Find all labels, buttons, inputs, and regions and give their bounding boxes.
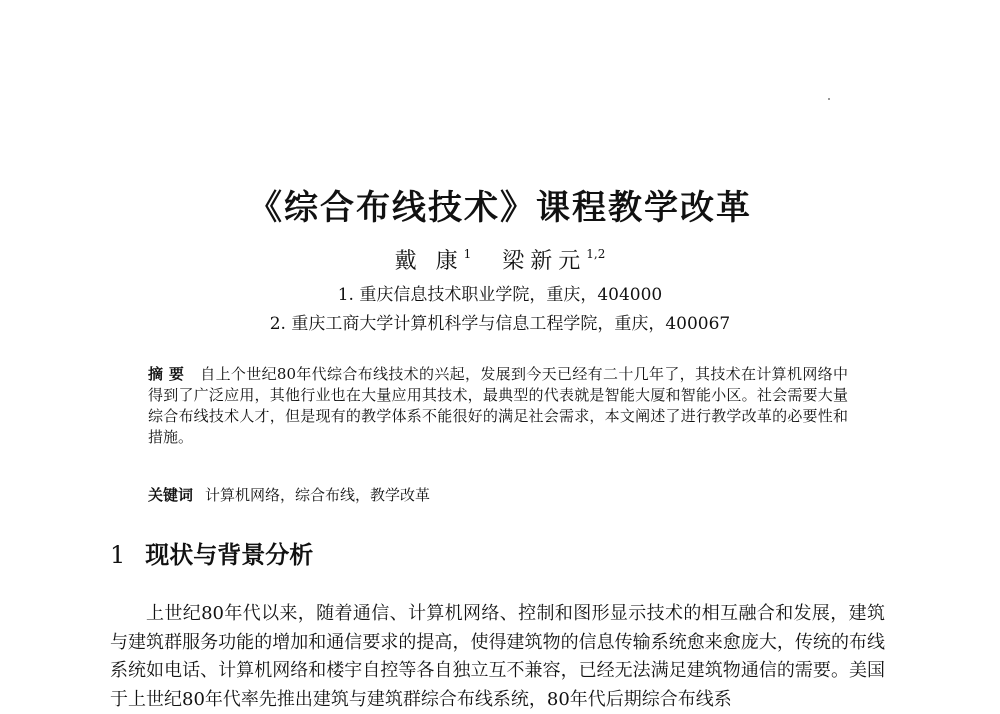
section-number: 1	[110, 541, 126, 569]
author-2	[502, 244, 605, 275]
affiliation-1: 1. 重庆信息技术职业学院，重庆，404000	[337, 285, 663, 305]
abstract-label: 摘 要	[148, 365, 185, 383]
author-line	[0, 244, 1000, 275]
keywords	[148, 484, 848, 505]
keywords-text: 计算机网络，综合布线，教学改革	[205, 486, 431, 504]
section-title: 现状与背景分析	[145, 541, 314, 569]
section-heading	[110, 535, 313, 570]
author-1-affil-mark: 1	[463, 247, 472, 261]
keywords-label: 关键词	[148, 486, 194, 504]
author-2-affil-mark: 1,2	[586, 247, 606, 261]
paper-title: 《综合布线技术》课程教学改革	[248, 188, 752, 228]
affiliation-2: 2. 重庆工商大学计算机科学与信息工程学院，重庆，400067	[269, 314, 731, 334]
author-1	[395, 244, 472, 275]
author-2-name: 梁新元	[502, 249, 587, 274]
abstract-text: 自上个世纪80年代综合布线技术的兴起，发展到今天已经有二十几年了，其技术在计算机网络中得到了广泛应用，其他行业也在大量应用其技术，最典型的代表就是智能大厦和智能小区。社会需要大量综合布线技术人才，但是现有的教学体系不能很好的满足社会需求，本文阐述了进行教学改革的必要性和措施。	[148, 365, 848, 446]
abstract	[148, 364, 848, 448]
scan-speck	[828, 98, 830, 100]
author-1-name: 戴 康	[394, 249, 464, 274]
body-paragraph: 上世纪80年代以来，随着通信、计算机网络、控制和图形显示技术的相互融合和发展，建筑与建筑群服务功能的增加和通信要求的提高，使得建筑物的信息传输系统愈来愈庞大，传统的布线系统如电话、计算机网络和楼宇自控等各自独立互不兼容，已经无法满足建筑物通信的需要。美国于上世纪80年代率先推出建筑与建筑群综合布线系统，80年代后期综合布线系	[110, 603, 885, 710]
